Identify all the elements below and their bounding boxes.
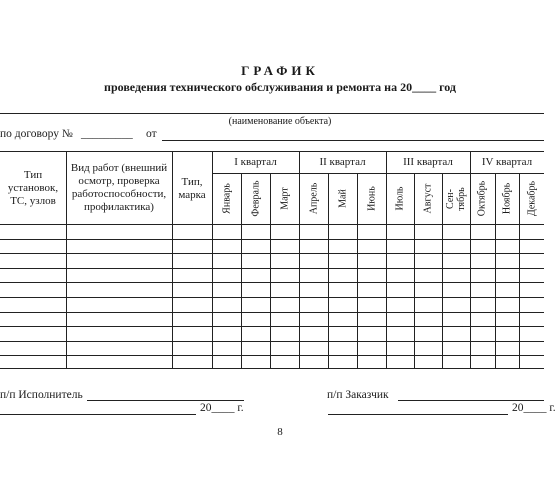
customer-sign-line	[398, 400, 544, 401]
table-row-line	[0, 355, 544, 356]
executor-label: п/п Исполнитель	[0, 389, 83, 401]
customer-label: п/п Заказчик	[327, 389, 389, 401]
month-header: Ноябрь	[501, 182, 513, 214]
contract-number-label: по договору №	[0, 128, 73, 140]
table-row-line	[0, 326, 544, 327]
page-number: 8	[277, 426, 283, 438]
grid-month-line	[357, 173, 358, 368]
grid-column-line	[212, 152, 213, 368]
grid-month-line	[470, 152, 471, 368]
header-bottom-line	[0, 224, 544, 225]
customer-year: 20____ г.	[512, 402, 556, 414]
grid-month-line	[328, 173, 329, 368]
month-header: Март	[279, 186, 290, 210]
contract-date-label: от	[146, 128, 157, 140]
executor-date-line	[0, 414, 196, 415]
column-header-type: Тип установок, ТС, узлов	[7, 169, 59, 207]
customer-date-line	[328, 414, 508, 415]
quarter-4-label: IV квартал	[481, 156, 533, 168]
quarter-3-label: III квартал	[403, 156, 453, 168]
month-header: Январь	[221, 182, 232, 214]
month-header: Апрель	[308, 182, 319, 214]
month-header: Февраль	[250, 179, 261, 217]
month-header: Июнь	[366, 185, 377, 211]
month-header: Декабрь	[526, 180, 538, 216]
grid-month-line	[442, 173, 443, 368]
month-header: Сен-тябрь	[445, 186, 467, 211]
object-name-line	[0, 113, 544, 114]
grid-month-line	[270, 173, 271, 368]
table-row-line	[0, 268, 544, 269]
grid-month-line	[386, 152, 387, 368]
table-row-line	[0, 282, 544, 283]
quarter-1-label: I квартал	[234, 156, 277, 168]
grid-month-line	[414, 173, 415, 368]
month-header: Июль	[394, 186, 406, 210]
table-row-line	[0, 297, 544, 298]
column-header-brand: Тип, марка	[178, 176, 206, 201]
table-row-line	[0, 341, 544, 342]
object-name-caption: (наименование объекта)	[228, 116, 332, 127]
column-header-work: Вид работ (внешний осмотр, проверка работоспособности, профилактика)	[70, 162, 168, 213]
schedule-table	[0, 151, 544, 369]
contract-date-line	[162, 140, 544, 141]
quarter-2-label: II квартал	[319, 156, 366, 168]
table-row-line	[0, 253, 544, 254]
grid-month-line	[299, 152, 300, 368]
grid-month-line	[495, 173, 496, 368]
grid-month-line	[241, 173, 242, 368]
contract-number-blank: _________	[81, 128, 133, 140]
grid-month-line	[519, 173, 520, 368]
month-header: Август	[422, 183, 434, 213]
form-title: ГРАФИК	[241, 63, 319, 78]
executor-sign-line	[87, 400, 244, 401]
table-row-line	[0, 239, 544, 240]
table-row-line	[0, 312, 544, 313]
executor-year: 20____ г.	[200, 402, 244, 414]
quarter-underline	[212, 173, 544, 174]
month-header: Май	[337, 188, 348, 208]
grid-column-line	[66, 152, 67, 368]
grid-column-line	[172, 152, 173, 368]
month-header: Октябрь	[476, 180, 488, 216]
form-subtitle: проведения технического обслуживания и ремонта на 20____ год	[104, 80, 456, 94]
